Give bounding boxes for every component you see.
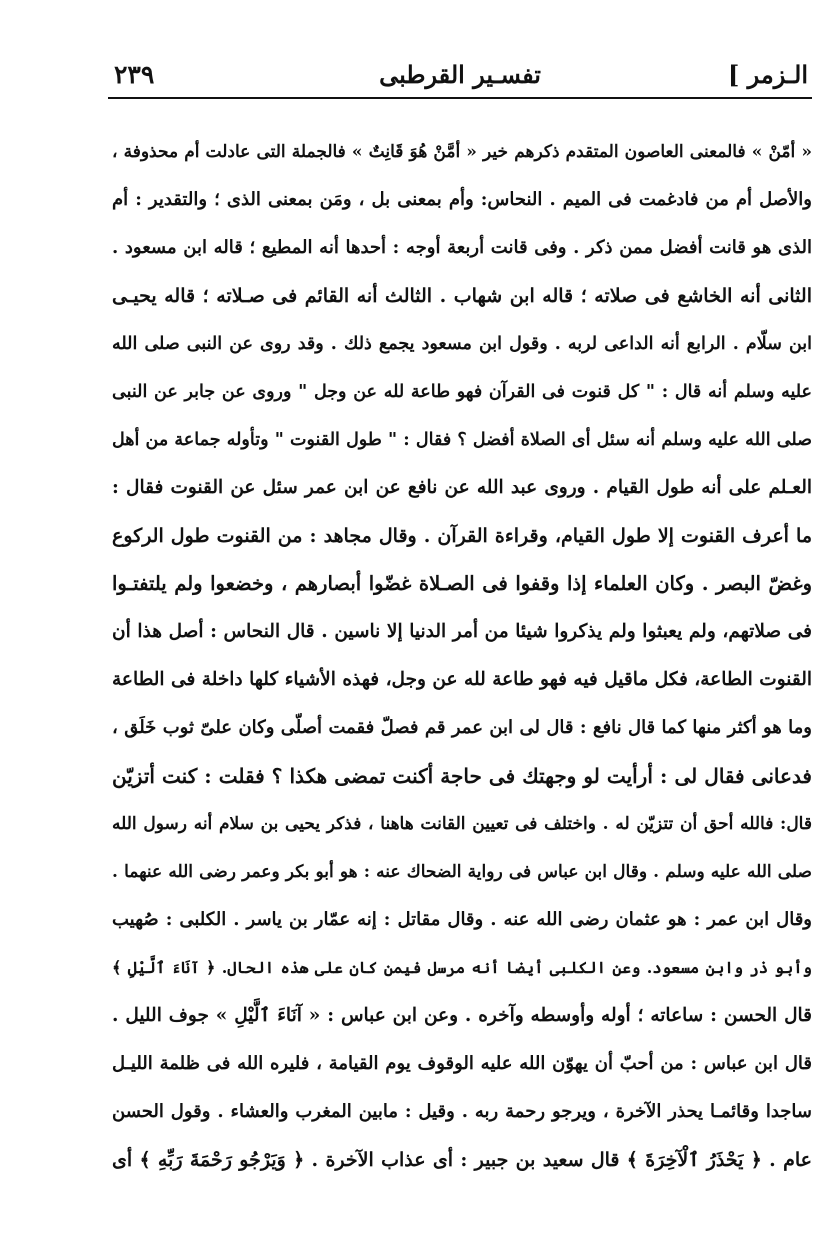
text-line: ما أعرف القنوت إلا طول القيام، وقراءة القرآن . وقال مجاهد : من القنوت طول الركوع — [112, 525, 812, 547]
text-line: ساجدا وقائمـا يحذر الآخرة ، ويرجو رحمة ربه . وقيل : مابين المغرب والعشاء . وقول الحسن — [112, 1101, 812, 1122]
text-line: قال: فالله أحق أن تتزيّن له . واختلف فى تعيين القانت هاهنا ، فذكر يحيى بن سلام أنه رسول الله — [112, 814, 812, 834]
surah-name: الـزمر ] — [727, 60, 808, 89]
text-line: قال الحسن : ساعاته ؛ أوله وأوسطه وآخره . وعن ابن عباس : « آنَاءَ ٱلَّيْلِ » جوف الليل . — [112, 1005, 812, 1026]
text-line: قال ابن عباس : من أحبّ أن يهوّن الله عليه الوقوف يوم القيامة ، فليره الله فى ظلمة الليـل — [112, 1053, 812, 1074]
text-line: فدعانى فقال لى : أرأيت لو وجهتك فى حاجة أكنت تمضى هكذا ؟ فقلت : كنت أتزيّن — [112, 764, 812, 788]
page-number: ٢٣٩ — [114, 60, 155, 89]
text-line: صلى الله عليه وسلم . وقال ابن عباس فى رواية الضحاك عنه : هو أبو بكر وعمر رضى الله عنهما . — [112, 862, 812, 882]
book-title: تفسـير القرطبى — [379, 60, 541, 89]
text-line: والأصل أم من فادغمت فى الميم . النحاس: وأم بمعنى بل ، ومَن بمعنى الذى ؛ والتقدير : أم — [112, 189, 812, 210]
text-line: وقال ابن عمر : هو عثمان رضى الله عنه . وقال مقاتل : إنه عمّار بن ياسر . الكلبى : صُهيب — [112, 909, 812, 930]
header-rule — [108, 97, 812, 99]
text-line: الذى هو قانت أفضل ممن ذكر . وفى قانت أربعة أوجه : أحدها أنه المطيع ؛ قاله ابن مسعود . — [112, 237, 812, 258]
text-line: الثانى أنه الخاشع فى صلاته ؛ قاله ابن شهاب . الثالث أنه القائم فى صـلاته ؛ قاله يحيـى — [112, 285, 812, 307]
page-header — [108, 58, 812, 92]
text-line: القنوت الطاعة، فكل ماقيل فيه فهو طاعة لله عن وجل، فهذه الأشياء كلها داخلة فى الطاعة — [112, 669, 812, 690]
text-line: عليه وسلم أنه قال : " كل قنوت فى القرآن فهو طاعة لله عن وجل " وروى عن جابر عن النبى — [112, 382, 812, 402]
text-line: « أمّنْ » فالمعنى العاصون المتقدم ذكرهم خير « أمَّنْ هُوَ قَانِتٌ » فالجملة التى عادلت أم محذوفة ، — [112, 142, 812, 162]
text-line: وأبو ذر وابن مسعود. وعن الكلبى أيضا أنه مرسل فيمن كان على هذه الحال. ﴿ آنَاءَ ٱلَّيْلِ ﴾ — [112, 958, 812, 977]
text-line: وما هو أكثر منها كما قال نافع : قال لى ابن عمر قم فصلّ فقمت أصلّى وكان علىّ ثوب خَلَق ، — [112, 717, 812, 738]
text-line: ابن سلّام . الرابع أنه الداعى لربه . وقول ابن مسعود يجمع ذلك . وقد روى عن النبى صلى الله — [112, 334, 812, 354]
body-text — [112, 128, 812, 1184]
text-line: عام . ﴿ يَحْذَرُ ٱلْآخِرَةَ ﴾ قال سعيد بن جبير : أى عذاب الآخرة . ﴿ وَيَرْجُو رَحْمَةَ رَبِّهِ ﴾ أى — [112, 1149, 812, 1171]
text-line: فى صلاتهم، ولم يعبثوا ولم يذكروا شيئا من أمر الدنيا إلا ناسين . قال النحاس : أصل هذا أن — [112, 621, 812, 642]
text-line: وغضّ البصر . وكان العلماء إذا وقفوا فى الصـلاة غضّوا أبصارهم ، وخضعوا ولم يلتفتـوا — [112, 572, 812, 595]
text-line: صلى الله عليه وسلم أنه سئل أى الصلاة أفضل ؟ فقال : " طول القنوت " وتأوله جماعة من أهل — [112, 430, 812, 450]
text-line: العـلم على أنه طول القيام . وروى عبد الله عن نافع عن ابن عمر سئل عن القنوت فقال : — [112, 477, 812, 498]
